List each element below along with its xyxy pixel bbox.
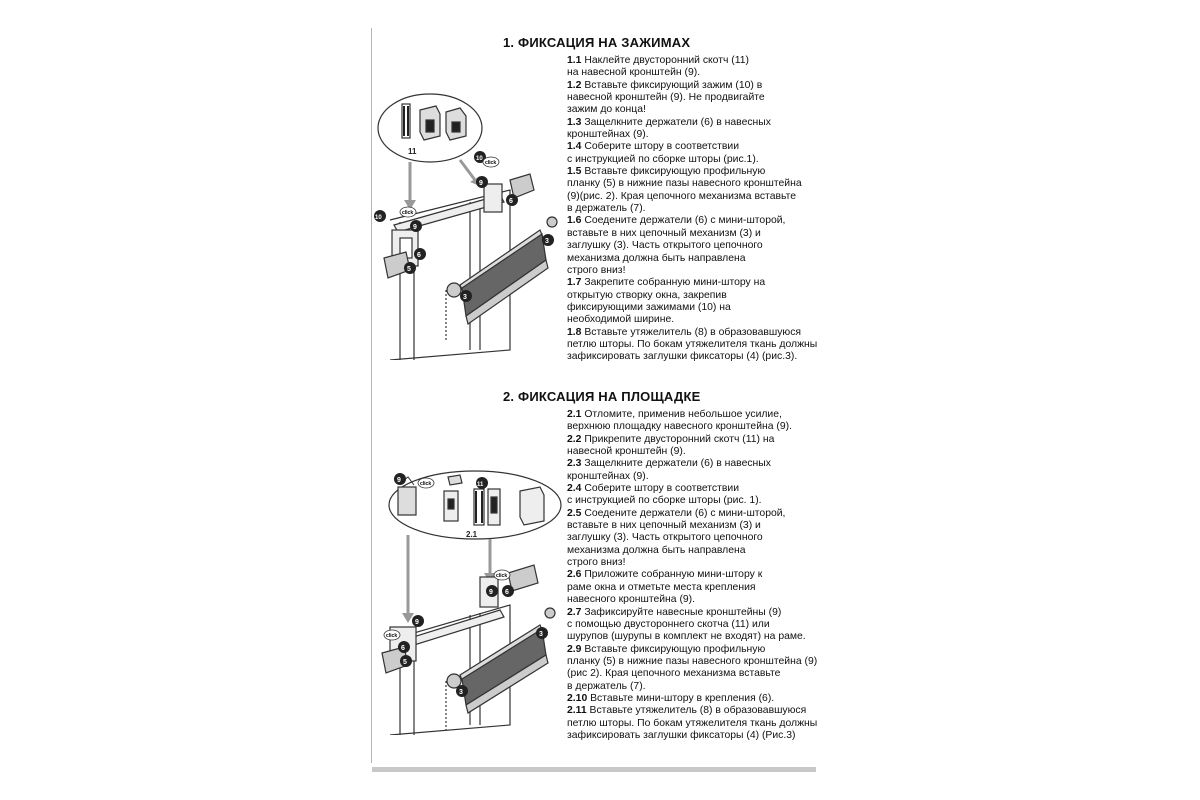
svg-text:3: 3 — [459, 689, 463, 696]
step-2-9: 2.9 Вставьте фиксирующую профильную планку (5) в нижние пазы навесного кронштейна (9) (рис 2). Края цепочного механизма вставьте в держатель (7). — [567, 643, 818, 692]
step-2-11: 2.11 Вставьте утяжелитель (8) в образовавшуюся петлю шторы. По бокам утяжелителя ткань должны зафиксировать заглушки фиксаторы (4) (Рис.3) — [567, 705, 818, 741]
section1-steps — [567, 55, 857, 364]
fig1-click-left: click — [402, 210, 414, 216]
svg-text:6: 6 — [509, 198, 513, 205]
step-1-6: 1.6 Соедените держатели (6) с мини-шторой, вставьте в них цепочный механизм (3) и заглушку (3). Часть открытого цепочного механизма должна быть направлена строго вниз! — [567, 215, 786, 276]
figure-pad-mounting — [370, 465, 570, 735]
section2-title: 2. ФИКСАЦИЯ НА ПЛОЩАДКЕ — [503, 389, 701, 404]
fig2-click-callout: click — [420, 481, 432, 487]
svg-text:6: 6 — [505, 589, 509, 596]
section1-title: 1. ФИКСАЦИЯ НА ЗАЖИМАХ — [503, 35, 691, 50]
fig1-label-11: 11 — [408, 147, 417, 156]
bottom-divider-line — [372, 767, 816, 772]
svg-text:3: 3 — [463, 294, 467, 301]
step-1-5: 1.5 Вставьте фиксирующую профильную планку (5) в нижние пазы навесного кронштейна (9)(рис. 2). Края цепочного механизма вставьте в держатель (7). — [567, 166, 802, 215]
figure-clip-mounting — [370, 90, 570, 360]
step-1-7: 1.7 Закрепите собранную мини-штору на открытую створку окна, закрепив фиксирующими зажимами (10) на необходимой ширине. — [567, 277, 766, 326]
svg-text:9: 9 — [479, 180, 483, 187]
step-2-10: 2.10 Вставьте мини-штору в крепления (6). — [567, 692, 775, 704]
svg-text:9: 9 — [489, 589, 493, 596]
step-1-4: 1.4 Соберите штору в соответствии с инструкцией по сборке шторы (рис.1). — [567, 141, 759, 165]
fig2-click-right: click — [496, 573, 508, 579]
svg-text:3: 3 — [545, 238, 549, 245]
svg-text:6: 6 — [401, 645, 405, 652]
svg-text:10: 10 — [375, 215, 382, 221]
svg-text:9: 9 — [413, 224, 417, 231]
svg-text:6: 6 — [417, 252, 421, 259]
step-1-1: 1.1 Наклейте двусторонний скотч (11) на навесной кронштейн (9). — [567, 55, 749, 79]
fig1-click-top: click — [485, 160, 497, 166]
step-1-3: 1.3 Защелкните держатели (6) в навесных кронштейнах (9). — [567, 116, 771, 141]
svg-text:5: 5 — [407, 266, 411, 273]
step-2-2: 2.2 Прикрепите двусторонний скотч (11) на навесной кронштейн (9). — [567, 433, 775, 458]
step-2-4: 2.4 Соберите штору в соответствии с инструкцией по сборке шторы (рис. 1). — [567, 483, 762, 507]
svg-text:10: 10 — [476, 156, 483, 162]
step-2-7: 2.7 Зафиксируйте навесные кронштейны (9) с помощью двустороннего скотча (11) или шурупов (шурупы в комплект не входят) на раме. — [567, 606, 806, 643]
section2-steps — [567, 409, 857, 742]
step-2-5: 2.5 Соедените держатели (6) с мини-шторой, вставьте в них цепочный механизм (3) и заглушку (3). Часть открытого цепочного механизма должна быть направлена строго вниз! — [567, 507, 786, 569]
svg-text:5: 5 — [403, 659, 407, 666]
step-2-3: 2.3 Защелкните держатели (6) в навесных кронштейнах (9). — [567, 458, 771, 482]
svg-text:11: 11 — [477, 482, 484, 488]
svg-text:9: 9 — [415, 619, 419, 626]
svg-text:9: 9 — [397, 477, 401, 484]
fig2-label-2-1: 2.1 — [466, 530, 478, 539]
fig2-click-left: click — [386, 633, 398, 639]
step-2-6: 2.6 Приложите собранную мини-штору к раме окна и отметьте места крепления навесного кронштейна (9). — [567, 569, 763, 606]
svg-text:3: 3 — [539, 631, 543, 638]
step-1-8: 1.8 Вставьте утяжелитель (8) в образовавшуюся петлю шторы. По бокам утяжелителя ткань должны зафиксировать заглушки фиксаторы (4) (рис.3). — [567, 326, 818, 363]
step-1-2: 1.2 Вставьте фиксирующий зажим (10) в навесной кронштейн (9). Не продвигайте зажим до конца! — [567, 79, 765, 116]
step-2-1: 2.1 Отломите, применив небольшое усилие, верхнюю площадку навесного кронштейна (9). — [567, 409, 793, 433]
